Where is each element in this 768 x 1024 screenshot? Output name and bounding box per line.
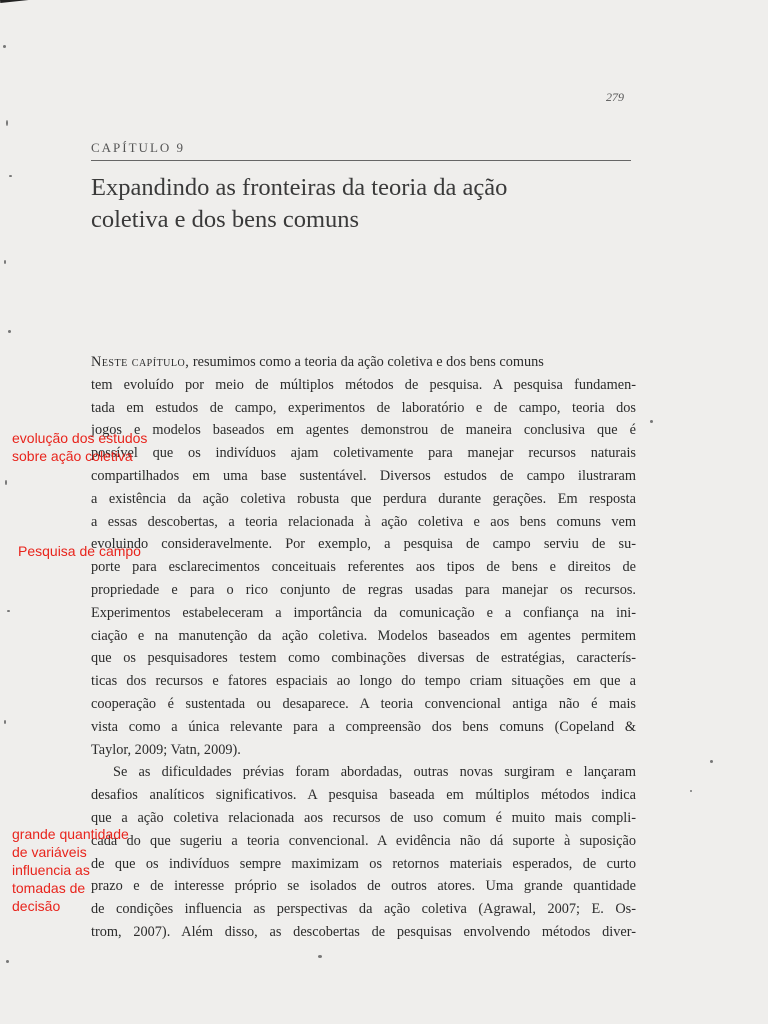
text-line: de que os indivíduos sempre maximizam os retornos materiais esperados, de curto (91, 855, 636, 872)
speck (3, 45, 6, 48)
text-line: trom, 2007). Além disso, as descobertas de pesquisas envolvendo métodos diver- (91, 924, 636, 940)
speck (8, 330, 11, 333)
page-number: 279 (606, 90, 624, 104)
text-line: que os pesquisadores testem como combinações diversas de estratégias, caracterís- (91, 650, 636, 667)
speck (4, 720, 6, 724)
text-line: vista como a única relevante para a compreensão dos bens comuns (Copeland & (91, 718, 636, 735)
text-line: ticas dos recursos e fatores espaciais ao longo do tempo criam situações em que a (91, 673, 636, 690)
speck (5, 480, 7, 485)
text-line: Taylor, 2009; Vatn, 2009). (91, 741, 241, 758)
chapter-label: CAPÍTULO 9 (91, 140, 186, 155)
text-line: prazo e de interesse próprio se isolados de outros atores. Uma grande quantidade (91, 878, 636, 895)
text-line: Experimentos estabeleceram a importância da comunicação e a confiança na ini- (91, 604, 636, 621)
corner-mark (0, 0, 42, 17)
text-line: cooperação é sustentada ou desaparece. A teoria convencional antiga não é mais (91, 696, 636, 712)
text-line: de condições influencia as perspectivas da ação coletiva (Agrawal, 2007; E. Os- (91, 901, 636, 918)
text-line: porte para esclarecimentos conceituais referentes aos tipos de bens e direitos de (91, 559, 636, 576)
speck (6, 960, 9, 963)
chapter-title-line-1: Expandindo as fronteiras da teoria da ação (91, 174, 508, 201)
speck (650, 420, 653, 423)
speck (4, 260, 6, 264)
margin-note-variables: grande quantidade de variáveis influencia as tomadas de decisão (12, 826, 129, 914)
text-line: a essas descobertas, a teoria relacionada à ação coletiva e aos bens comuns vem (91, 513, 636, 530)
chapter-title (91, 172, 631, 236)
text-line: Neste capítulo, resumimos como a teoria da ação coletiva e dos bens comuns (91, 354, 544, 370)
chapter-title-line-2: coletiva e dos bens comuns (91, 206, 360, 233)
speck (690, 790, 692, 792)
text-line: cada do que sugeriu a teoria convencional. A evidência não dá suporte à suposição (91, 832, 636, 849)
speck (6, 120, 8, 126)
text-line: ciação e na manutenção da ação coletiva. Modelos baseados em agentes permitem (91, 627, 636, 644)
margin-note-collective-action: evolução dos estudos sobre ação coletiva (12, 430, 148, 464)
text-line: compartilhados em uma base sustentável. Diversos estudos de campo ilustraram (91, 468, 636, 484)
text-line: Se as dificuldades prévias foram abordadas, outras novas surgiram e lançaram (113, 764, 636, 781)
text-line: propriedade e para o rico conjunto de regras usadas para manejar os recursos. (91, 582, 636, 598)
text-line: que a ação coletiva relacionada aos recursos de uso comum é muito mais compli- (91, 810, 636, 826)
margin-note-field-research: Pesquisa de campo (18, 543, 141, 559)
speck (318, 955, 322, 958)
speck (9, 175, 12, 177)
speck (710, 760, 713, 763)
text-line: tada em estudos de campo, experimentos de laboratório e de campo, teoria dos (91, 399, 636, 416)
text-line: a existência da ação coletiva robusta que perdura durante gerações. Em resposta (91, 490, 636, 507)
chapter-lead-in: Neste capítulo, (91, 354, 190, 370)
text-line: possível que os indivíduos ajam coletivamente para manejar recursos naturais (91, 445, 636, 462)
text-line: desafios analíticos significativos. A pesquisa baseada em múltiplos métodos indica (91, 787, 636, 804)
text-line: jogos e modelos baseados em agentes demonstrou de maneira conclusiva que é (91, 422, 636, 439)
text-line: evoluindo consideravelmente. Por exemplo, a pesquisa de campo serviu de su- (91, 536, 636, 553)
chapter-divider (91, 160, 631, 161)
text-line: tem evoluído por meio de múltiplos métodos de pesquisa. A pesquisa fundamen- (91, 376, 636, 393)
speck (7, 610, 10, 612)
